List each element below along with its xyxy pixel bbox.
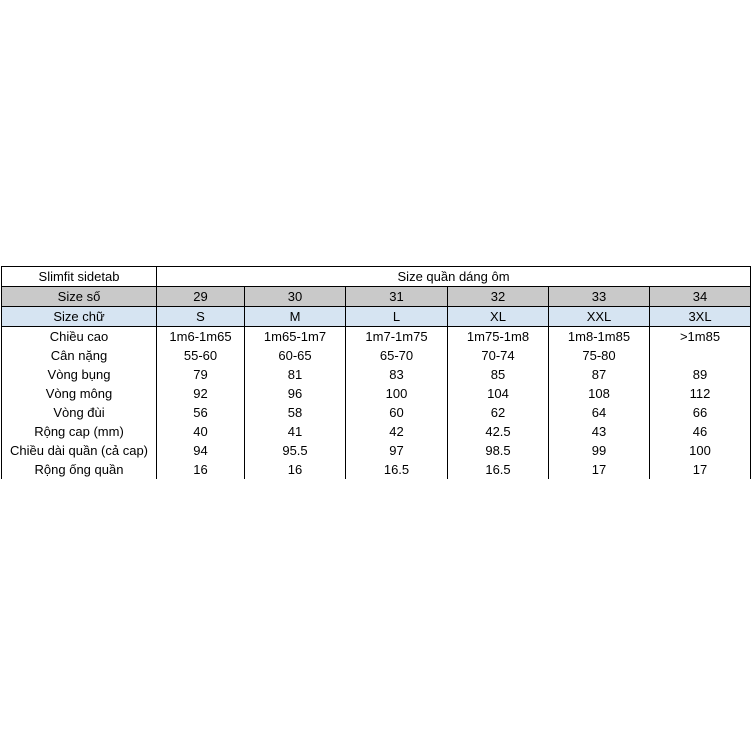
table-cell: 17: [650, 460, 751, 479]
corner-label: Slimfit sidetab: [2, 267, 157, 287]
size-letter-cell: XXL: [549, 307, 650, 327]
table-cell: 94: [157, 441, 245, 460]
table-cell: 40: [157, 422, 245, 441]
table-cell: 100: [650, 441, 751, 460]
table-cell: 1m7-1m75: [346, 327, 448, 347]
size-chart-table: [1, 266, 751, 479]
table-cell: 60-65: [245, 346, 346, 365]
table-cell: [650, 346, 751, 365]
table-row: [2, 441, 751, 460]
row-label: Rộng ống quần: [2, 460, 157, 479]
size-letter-cell: L: [346, 307, 448, 327]
table-row: [2, 422, 751, 441]
row-label: Chiều dài quần (cả cap): [2, 441, 157, 460]
table-cell: 16.5: [346, 460, 448, 479]
table-cell: 70-74: [448, 346, 549, 365]
table-cell: 16: [157, 460, 245, 479]
table-cell: 56: [157, 403, 245, 422]
size-number-cell: 31: [346, 287, 448, 307]
row-label: Vòng bụng: [2, 365, 157, 384]
table-cell: 108: [549, 384, 650, 403]
table-cell: 55-60: [157, 346, 245, 365]
table-cell: 1m75-1m8: [448, 327, 549, 347]
table-cell: 112: [650, 384, 751, 403]
table-cell: 104: [448, 384, 549, 403]
table-cell: 96: [245, 384, 346, 403]
table-row: [2, 460, 751, 479]
size-letter-cell: M: [245, 307, 346, 327]
table-cell: 87: [549, 365, 650, 384]
row-label: Chiều cao: [2, 327, 157, 347]
table-cell: 17: [549, 460, 650, 479]
table-cell: >1m85: [650, 327, 751, 347]
table-row: [2, 384, 751, 403]
table-cell: 75-80: [549, 346, 650, 365]
table-cell: 41: [245, 422, 346, 441]
table-cell: 99: [549, 441, 650, 460]
table-cell: 46: [650, 422, 751, 441]
table-cell: 85: [448, 365, 549, 384]
size-number-row: [2, 287, 751, 307]
size-letter-cell: S: [157, 307, 245, 327]
table-cell: 95.5: [245, 441, 346, 460]
row-label: Cân nặng: [2, 346, 157, 365]
table-cell: 81: [245, 365, 346, 384]
table-cell: 100: [346, 384, 448, 403]
size-number-cell: 32: [448, 287, 549, 307]
table-cell: 1m6-1m65: [157, 327, 245, 347]
table-cell: 97: [346, 441, 448, 460]
row-label: Vòng mông: [2, 384, 157, 403]
size-number-cell: 33: [549, 287, 650, 307]
table-cell: 1m8-1m85: [549, 327, 650, 347]
row-label: Vòng đùi: [2, 403, 157, 422]
size-number-cell: 34: [650, 287, 751, 307]
table-row: [2, 403, 751, 422]
table-cell: 66: [650, 403, 751, 422]
table-row: [2, 365, 751, 384]
size-letter-label: Size chữ: [2, 307, 157, 327]
table-cell: 43: [549, 422, 650, 441]
size-number-cell: 29: [157, 287, 245, 307]
table-cell: 16: [245, 460, 346, 479]
table-row: [2, 327, 751, 347]
size-letter-cell: XL: [448, 307, 549, 327]
table-cell: 16.5: [448, 460, 549, 479]
size-number-label: Size số: [2, 287, 157, 307]
table-cell: 58: [245, 403, 346, 422]
table-cell: 89: [650, 365, 751, 384]
table-cell: 42: [346, 422, 448, 441]
group-title: Size quần dáng ôm: [157, 267, 751, 287]
size-number-cell: 30: [245, 287, 346, 307]
table-cell: 79: [157, 365, 245, 384]
table-cell: 42.5: [448, 422, 549, 441]
table-cell: 62: [448, 403, 549, 422]
table-cell: 60: [346, 403, 448, 422]
table-row: [2, 346, 751, 365]
row-label: Rộng cap (mm): [2, 422, 157, 441]
table-cell: 64: [549, 403, 650, 422]
table-cell: 1m65-1m7: [245, 327, 346, 347]
table-cell: 92: [157, 384, 245, 403]
size-letter-cell: 3XL: [650, 307, 751, 327]
table-cell: 83: [346, 365, 448, 384]
size-letter-row: [2, 307, 751, 327]
table-cell: 98.5: [448, 441, 549, 460]
title-row: [2, 267, 751, 287]
table-cell: 65-70: [346, 346, 448, 365]
